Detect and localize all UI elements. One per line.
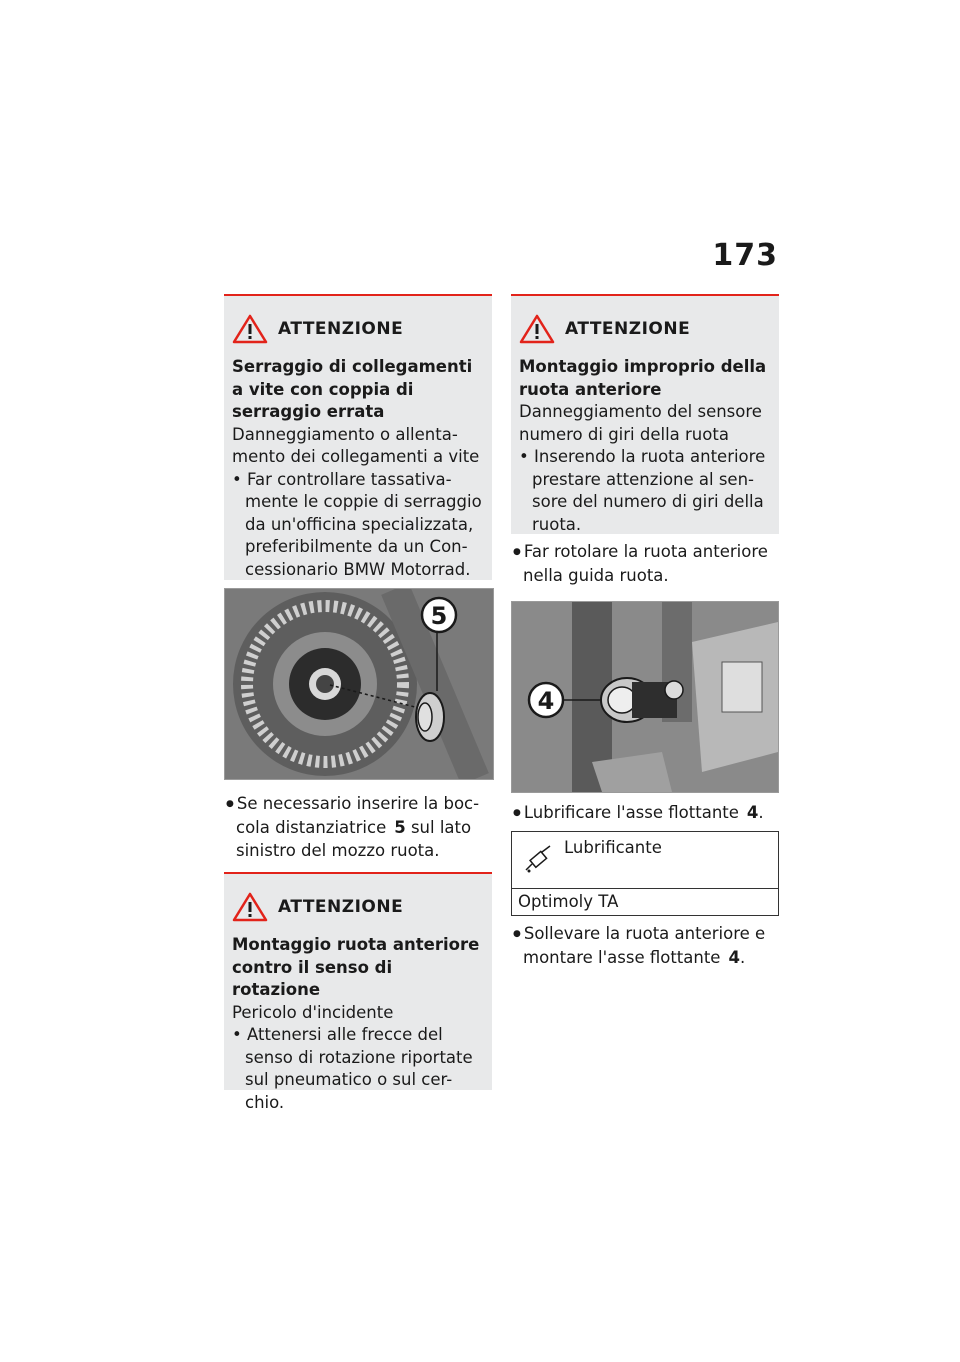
step-list-spacer [224, 792, 492, 862]
warning-box-sensor [511, 294, 779, 534]
step-mount-axle: ● Sollevare la ruota anteriore e montare l'asse flottante 4. [511, 922, 779, 969]
grease-gun-icon [522, 844, 556, 874]
photo-floating-axle [511, 601, 779, 793]
warning-bullets [232, 469, 484, 582]
warning-bullet: • Inserendo la ruota anteriore prestare attenzione al sen-sore del numero di giri della ruota. [519, 446, 771, 536]
step-list-roll [511, 540, 779, 587]
warning-bullet: • Far controllare tassativa-mente le coppie di serraggio da un'officina specializzata, preferibilmente da un Con-cessionario BMW Motorrad. [232, 469, 484, 582]
warning-header [519, 314, 771, 344]
warning-subtitle: Montaggio ruota anteriore contro il senso di rotazione [232, 935, 480, 999]
photo-wheel-hub-spacer [224, 588, 494, 780]
lubricant-product: Optimoly TA [518, 892, 619, 911]
wheel-hub-illustration [225, 589, 493, 779]
callout-5: 5 [430, 602, 448, 630]
warning-triangle-icon [519, 314, 555, 344]
warning-triangle-icon [232, 314, 268, 344]
warning-bullet: • Attenersi alle frecce del senso di rotazione riportate sul pneumatico o sul cer-chio. [232, 1024, 484, 1114]
ref-number-5: 5 [394, 818, 406, 837]
step-insert-spacer: ● Se necessario inserire la boc-cola distanziatrice 5 sul lato sinistro del mozzo ruota. [224, 792, 492, 862]
warning-header [232, 314, 484, 344]
step-list-mount [511, 922, 779, 969]
step-lubricate-axle: ● Lubrificare l'asse flottante 4. [511, 801, 779, 825]
step-roll-wheel: ● Far rotolare la ruota anteriore nella guida ruota. [511, 540, 779, 587]
ref-number-4: 4 [728, 948, 740, 967]
lubricant-label: Lubrificante [564, 838, 662, 857]
floating-axle-illustration [512, 602, 778, 792]
lubricant-box [511, 831, 779, 916]
warning-bullets [232, 1024, 484, 1114]
warning-triangle-icon [232, 892, 268, 922]
lubricant-header [512, 832, 778, 889]
step-list-lubricate [511, 801, 779, 825]
warning-title: ATTENZIONE [278, 318, 404, 339]
page-number: 173 [712, 238, 778, 273]
warning-title: ATTENZIONE [278, 896, 404, 917]
ref-number-4: 4 [746, 803, 759, 822]
warning-subtitle: Montaggio improprio della ruota anteriore [519, 357, 767, 399]
warning-body: Danneggiamento o allenta-mento dei collegamenti a vite [232, 424, 480, 466]
warning-header [232, 892, 484, 922]
warning-body: Danneggiamento del sensore numero di giri della ruota [519, 402, 762, 444]
right-column [511, 294, 779, 979]
warning-box-rotation [224, 872, 492, 1112]
warning-subtitle: Serraggio di collegamenti a vite con coppia di serraggio errata [232, 357, 473, 421]
left-column [224, 294, 492, 1112]
warning-title: ATTENZIONE [565, 318, 691, 339]
warning-bullets [519, 446, 771, 536]
warning-box-torque [224, 294, 492, 580]
warning-body: Pericolo d'incidente [232, 1002, 394, 1022]
callout-4: 4 [537, 687, 555, 715]
